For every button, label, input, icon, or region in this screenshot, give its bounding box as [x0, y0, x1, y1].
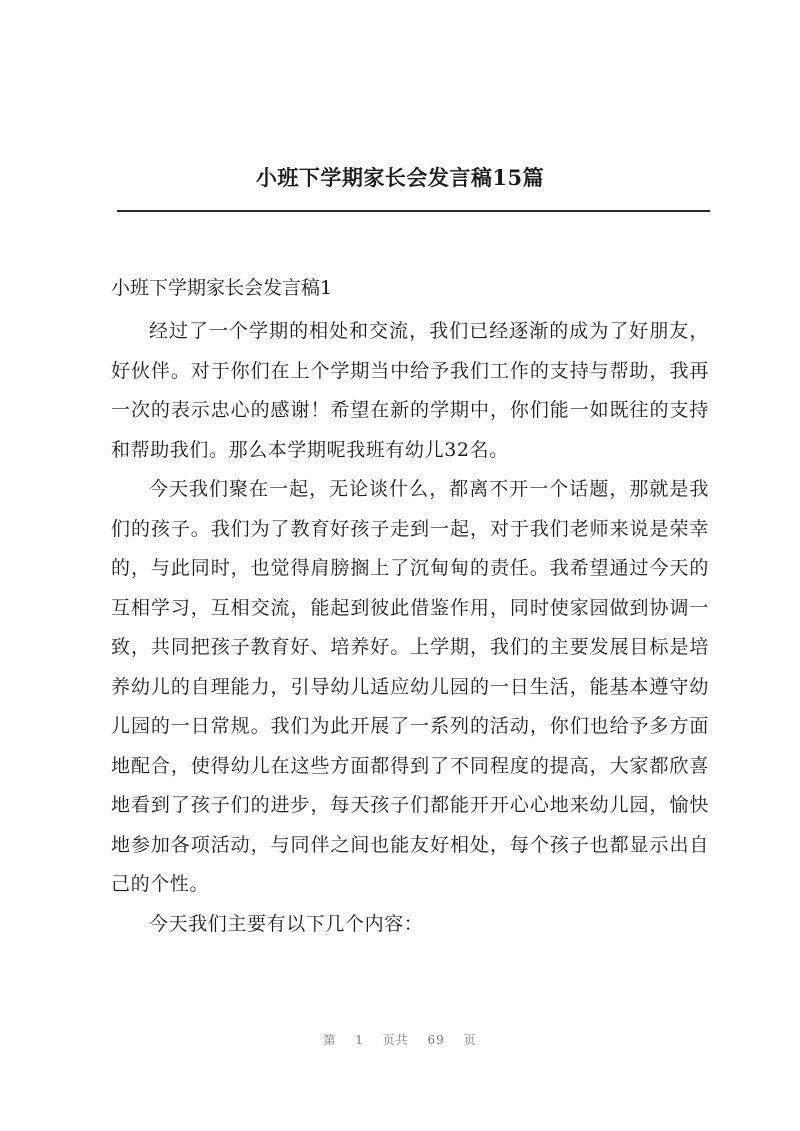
title-divider [117, 210, 710, 212]
document-title: 小班下学期家长会发言稿15篇 [255, 165, 545, 190]
document-body [111, 312, 709, 944]
footer-middle: 页共 [382, 1033, 409, 1047]
footer-current-page: 1 [355, 1033, 364, 1047]
footer-total-pages: 69 [427, 1033, 445, 1047]
paragraph-3: 今天我们主要有以下几个内容： [149, 912, 424, 935]
paragraph-1: 经过了一个学期的相处和交流，我们已经逐渐的成为了好朋友，好伙伴。对于你们在上个学期当中给予我们工作的支持与帮助，我再一次的表示忠心的感谢！希望在新的学期中，你们能一如既往的支持和帮助我们。那么本学期呢我班有幼儿32名。 [111, 320, 709, 461]
page-footer [0, 1031, 800, 1048]
footer-prefix: 第 [323, 1033, 337, 1047]
paragraph-2: 今天我们聚在一起，无论谈什么，都离不开一个话题，那就是我们的孩子。我们为了教育好孩子走到一起，对于我们老师来说是荣幸的，与此同时，也觉得肩膀搁上了沉甸甸的责任。我希望通过今天的互相学习，互相交流，能起到彼此借鉴作用，同时使家园做到协调一致，共同把孩子教育好、培养好。上学期，我们的主要发展目标是培养幼儿的自理能力，引导幼儿适应幼儿园的一日生活，能基本遵守幼儿园的一日常规。我们为此开展了一系列的活动，你们也给予多方面地配合，使得幼儿在这些方面都得到了不同程度的提高，大家都欣喜地看到了孩子们的进步，每天孩子们都能开开心心地来幼儿园，愉快地参加各项活动，与同伴之间也能友好相处，每个孩子也都显示出自己的个性。 [111, 478, 709, 895]
section-heading: 小班下学期家长会发言稿1 [111, 277, 333, 299]
footer-suffix: 页 [463, 1033, 477, 1047]
